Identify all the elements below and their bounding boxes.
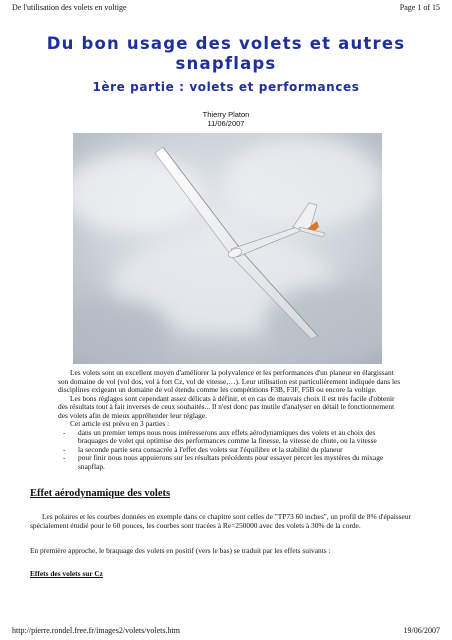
- page-subtitle: 1ère partie : volets et performances: [92, 80, 360, 94]
- section-paragraph: Les polaires et les courbes données en exemple dans ce chapitre sont celles de "TP73 60 inches", un profil de 8% d'épaisseur spécialement étudié pour le 60 pouces, les courbes sont tracées à Re=250000 avec des volets à 30% de la corde.: [30, 512, 411, 530]
- header-page-number: Page 1 of 15: [399, 3, 440, 12]
- list-item-text: dans un premier temps nous nous intéresserons aux effets aérodynamiques des volets et au choix des braquages de volet qui optimise des performances comme la finesse, la vitesse de chute, ou la vitesse: [78, 427, 377, 445]
- parts-list: [58, 429, 404, 472]
- footer-date: 19/06/2007: [403, 626, 440, 635]
- article-date: 11/06/2007: [207, 119, 245, 128]
- intro-paragraph: Les bons réglages sont cependant assez délicats à définir, et en cas de mauvais choix il est très facile d'obtenir des résultats tout à fait inverses de ceux souhaités... Il n'est donc pas inutile d'analyser en détail le fonctionnement des volets afin de mieux appréhender leur réglage.: [58, 393, 395, 420]
- intro-paragraph: Les volets sont un excellent moyen d'améliorer la polyvalence et les performances d'un planeur en élargissant son domaine de vol (vol dos, vol à fort Cz, vol de vitesse,…). Leur utilisation est particulièrement indiquée dans les disciplines exigeant un domaine de vol étendu comme les compétitions F3B, F3F, F5B ou encore la voltige.: [58, 368, 401, 394]
- list-item: - la seconde partie sera consacrée à l'effet des volets sur l'équilibre et la stabilité du planeur: [63, 444, 343, 454]
- header-doc-title: De l'utilisation des volets en voltige: [12, 3, 127, 12]
- author-name: Thierry Platon: [202, 110, 250, 119]
- page-title: Du bon usage des volets et autres snapflaps: [46, 34, 406, 73]
- subsection-heading: Effets des volets sur Cz: [30, 569, 103, 578]
- intro-text: [58, 369, 404, 471]
- intro-paragraph: Cet article est prévu en 3 parties :: [70, 419, 170, 428]
- approach-paragraph: En première approche, le braquage des volets en positif (vers le bas) se traduit par les effets suivants :: [30, 546, 331, 555]
- list-item: - dans un premier temps nous nous intéresserons aux effets aérodynamiques des volets et au choix des braquages de volet qui optimise des performances comme la finesse, la vitesse de chute, ou la vitesse: [63, 427, 377, 445]
- footer-url[interactable]: http://pierre.rondel.free.fr/images2/volets/volets.htm: [12, 626, 180, 635]
- list-item-text: la seconde partie sera consacrée à l'effet des volets sur l'équilibre et la stabilité du planeur: [78, 444, 343, 454]
- list-item-text: pour finir nous nous appuierons sur les résultats précédents pour essayer percer les mystères du mixage snapflap.: [78, 453, 384, 471]
- glider-photo: [73, 133, 382, 364]
- page-footer: [0, 624, 452, 638]
- page-header: [0, 0, 452, 14]
- list-item: - pour finir nous nous appuierons sur les résultats précédents pour essayer percer les mystères du mixage snapflap.: [63, 453, 384, 471]
- section-heading: Effet aérodynamique des volets: [30, 488, 171, 499]
- section-body: [30, 513, 420, 530]
